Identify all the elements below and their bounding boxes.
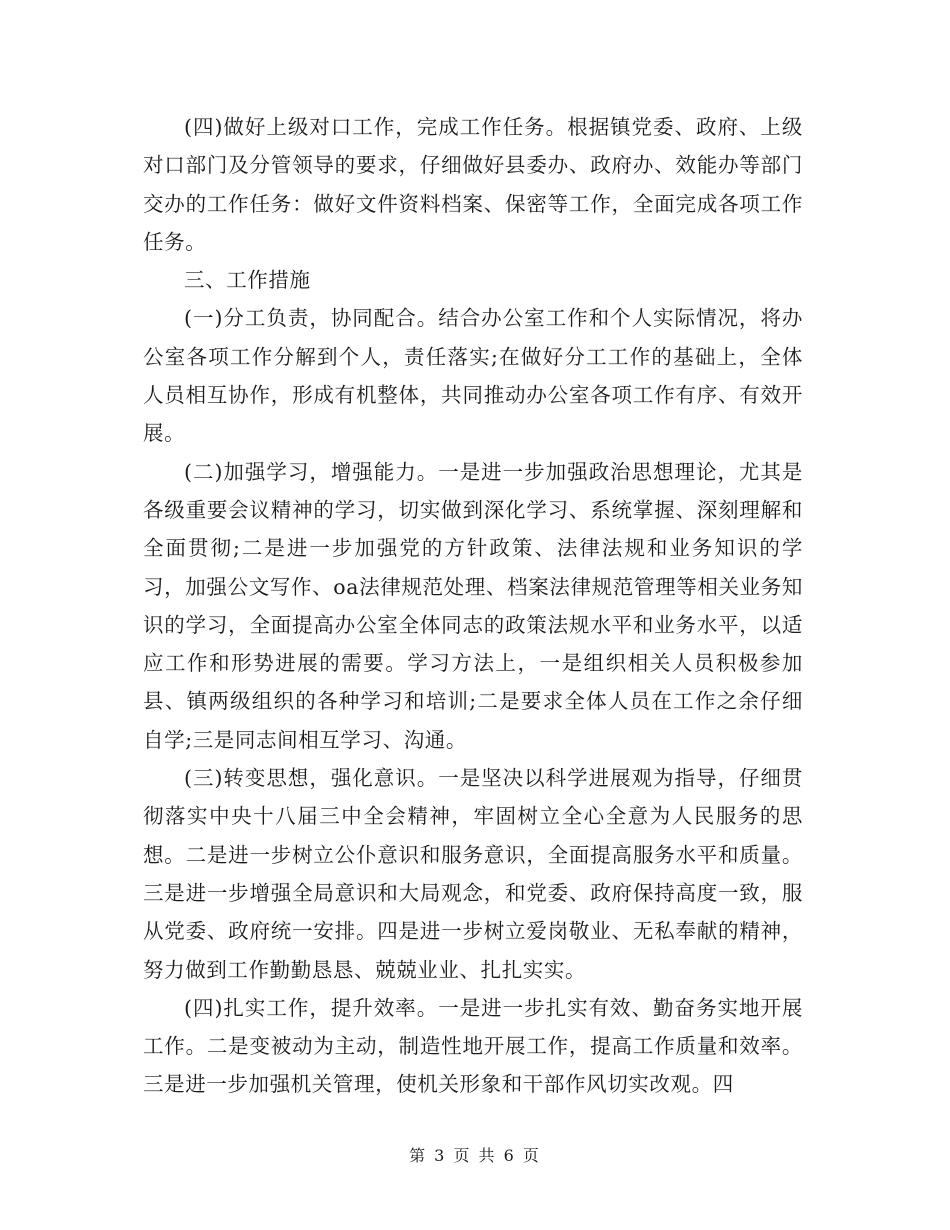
section-heading-measures: 三、工作措施	[184, 268, 311, 293]
document-body	[143, 108, 803, 1104]
paragraph-tasks-four: (四)做好上级对口工作，完成工作任务。根据镇党委、政府、上级对口部门及分管领导的要求，仔细做好县委办、政府办、效能办等部门交办的工作任务：做好文件资料档案、保密等工作，全面完成各项工作任务。	[143, 115, 803, 254]
paragraph-measures-one: (一)分工负责，协同配合。结合办公室工作和个人实际情况，将办公室各项工作分解到个人，责任落实;在做好分工工作的基础上，全体人员相互协作，形成有机整体，共同推动办公室各项工作有序、有效开展。	[143, 306, 803, 446]
paragraph-measures-four: (四)扎实工作，提升效率。一是进一步扎实有效、勤奋务实地开展工作。二是变被动为主动，制造性地开展工作，提高工作质量和效率。三是进一步加强机关管理，使机关形象和干部作风切实改观。四	[143, 995, 803, 1097]
paragraph-measures-three: (三)转变思想，强化意识。一是坚决以科学进展观为指导，仔细贯彻落实中央十八届三中全会精神，牢固树立全心全意为人民服务的思想。二是进一步树立公仆意识和服务意识，全面提高服务水平和质量。三是进一步增强全局意识和大局观念，和党委、政府保持高度一致，服从党委、政府统一安排。四是进一步树立爱岗敬业、无私奉献的精神，努力做到工作勤勤恳恳、兢兢业业、扎扎实实。	[143, 766, 803, 982]
paragraph-measures-two: (二)加强学习，增强能力。一是进一步加强政治思想理论，尤其是各级重要会议精神的学习，切实做到深化学习、系统掌握、深刻理解和全面贯彻;二是进一步加强党的方针政策、法律法规和业务知识的学习，加强公文写作、oa法律规范处理、档案法律规范管理等相关业务知识的学习，全面提高办公室全体同志的政策法规水平和业务水平，以适应工作和形势进展的需要。学习方法上，一是组织相关人员积极参加县、镇两级组织的各种学习和培训;二是要求全体人员在工作之余仔细自学;三是同志间相互学习、沟通。	[143, 459, 803, 752]
page-footer: 第 3 页 共 6 页	[409, 1146, 541, 1165]
